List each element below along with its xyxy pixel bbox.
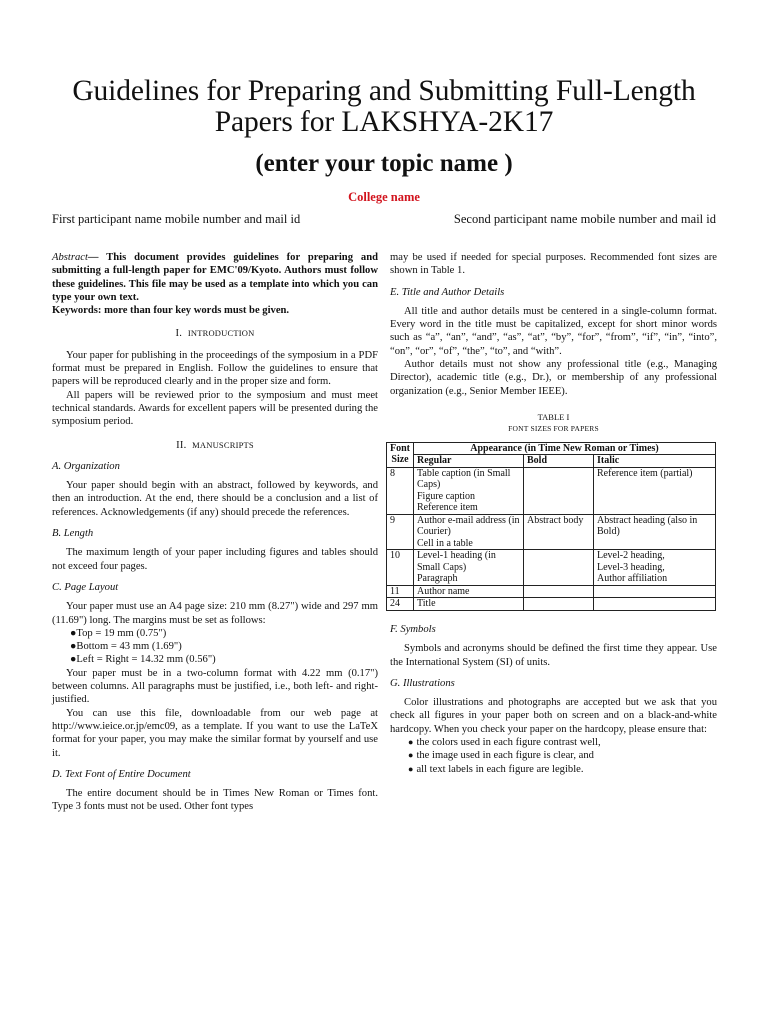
table-cell-italic — [594, 598, 716, 611]
section-heading-intro — [52, 327, 378, 340]
page-layout-text: Your paper must use an A4 page size: 210 mm (8.27") wide and 297 mm (11.69") long. The margins must be set as follows: — [52, 601, 378, 626]
table-caption — [390, 412, 717, 434]
table-cell-size: 24 — [387, 598, 414, 611]
participant-2: Second participant name mobile number and mail id — [453, 212, 716, 226]
subsection-title-author: E. Title and Author Details — [390, 286, 505, 298]
bullet-icon: ● — [70, 627, 77, 639]
intro-paragraph-2: All papers will be reviewed prior to the symposium and must meet technical standards. Awards for excellent papers will be presented during the symposium period. — [52, 389, 378, 428]
topic-name: (enter your topic name ) — [255, 150, 513, 177]
table-cell-italic: Level-2 heading, Level-3 heading, Author affiliation — [594, 550, 716, 586]
right-column — [390, 251, 717, 776]
keywords: Keywords: more than four key words must be given. — [52, 305, 290, 317]
table-cell-bold: Abstract body — [524, 514, 594, 550]
participant-1: First participant name mobile number and mail id — [52, 212, 301, 226]
paper-title — [0, 76, 768, 138]
table-row — [387, 514, 716, 550]
bullet-icon: ● — [70, 641, 77, 653]
table-header-font-size: Font Size — [387, 442, 414, 467]
table-cell-bold — [524, 467, 594, 514]
subsection-text-font: D. Text Font of Entire Document — [52, 768, 191, 780]
table-cell-size: 10 — [387, 550, 414, 586]
table-cell-italic: Abstract heading (also in Bold) — [594, 514, 716, 550]
page-layout-text-2: Your paper must be in a two-column format with 4.22 mm (0.17") between columns. All paragraphs must be justified, i.e., both left- and right-justified. — [52, 667, 378, 706]
table-header-appearance: Appearance (in Time New Roman or Times) — [414, 442, 716, 455]
subsection-organization: A. Organization — [52, 460, 120, 472]
table-row — [387, 467, 716, 514]
section-heading-manuscripts — [52, 439, 378, 452]
table-header-bold: Bold — [524, 455, 594, 468]
table-cell-bold — [524, 550, 594, 586]
title-author-text-2: Author details must not show any professional title (e.g., Managing Director), academic title (e.g., Dr.), or membership of any professional organization (e.g., Senior Member IEEE). — [390, 359, 717, 397]
college-name: College name — [348, 190, 420, 204]
font-size-table — [386, 442, 716, 611]
table-cell-regular: Author name — [414, 585, 524, 598]
table-label: TABLE I — [537, 411, 570, 422]
title-line-2: Papers for LAKSHYA-2K17 — [214, 106, 554, 138]
subsection-length: B. Length — [52, 528, 94, 540]
organization-text: Your paper should begin with an abstract, followed by keywords, and then an introduction. At the end, there should be a conclusion and a list of references. Acknowledgements (if any) should precede the references. — [52, 480, 378, 518]
page-layout-text-3: You can use this file, downloadable from our web page at http://www.ieice.or.jp/emc09, as a template. If you want to use the LaTeX format for your paper, you may make the similar format by yourself and use it. — [52, 707, 378, 759]
illustrations-text: Color illustrations and photographs are accepted but we ask that you check all figures in your paper both on screen and on a black-and-white hardcopy. When you check your paper on the hardcopy, please ensure that: — [390, 697, 717, 735]
table-cell-regular: Author e-mail address (in Courier) Cell in a table — [414, 514, 524, 550]
table-row — [387, 598, 716, 611]
text-font-text: The entire document should be in Times New Roman or Times font. Type 3 fonts must not be used. Other font types — [52, 788, 378, 813]
table-cell-regular: Title — [414, 598, 524, 611]
table-header-italic: Italic — [594, 455, 716, 468]
table-cell-size: 11 — [387, 585, 414, 598]
table-cell-italic — [594, 585, 716, 598]
table-cell-regular: Level-1 heading (in Small Caps) Paragraph — [414, 550, 524, 586]
table-cell-size: 8 — [387, 467, 414, 514]
table-cell-bold — [524, 598, 594, 611]
bullet-icon: ● — [408, 750, 414, 761]
subsection-illustrations: G. Illustrations — [390, 677, 455, 689]
abstract-label: Abstract — [52, 252, 88, 263]
bullet-item: ● the image used in each figure is clear, and — [408, 750, 594, 762]
section-num: II. — [176, 439, 187, 451]
title-author-text: All title and author details must be centered in a single-column format. Every word in the title must be capitalized, except for short minor words such as “a”, “an”, “and”, “as”, “at”, “by”, “for”, “from”, “if”, “in”, “into”, “on”, “or”, “of”, “the”, “to”, and “with”. — [390, 305, 717, 357]
bullet-icon: ● — [408, 737, 414, 748]
intro-paragraph-1: Your paper for publishing in the proceedings of the symposium in a PDF format must be prepared in English. Follow the guidelines to ensure that papers will be reproduced clearly and in the proper size and form. — [52, 349, 378, 388]
subsection-page-layout: C. Page Layout — [52, 581, 119, 593]
table-row — [387, 550, 716, 586]
section-num: I. — [175, 328, 183, 340]
table-cell-bold — [524, 585, 594, 598]
bullet-icon: ● — [70, 654, 77, 666]
title-line-1: Guidelines for Preparing and Submitting Full-Length — [72, 75, 696, 107]
left-column — [52, 251, 378, 814]
abstract-text: — This document provides guidelines for preparing and submitting a full-length paper for EMC'09/Kyoto. Authors must follow these guidelines. This file may be used as a template into which you can type your own text. — [52, 252, 378, 303]
bullet-item: ●Top = 19 mm (0.75") — [70, 627, 167, 639]
bullet-icon: ● — [408, 763, 414, 774]
bullet-item: ●Bottom = 43 mm (1.69") — [70, 641, 182, 653]
table-row — [387, 585, 716, 598]
table-title: FONT SIZES FOR PAPERS — [508, 423, 599, 433]
table-header-regular: Regular — [414, 455, 524, 468]
table-cell-size: 9 — [387, 514, 414, 550]
bullet-item: ● the colors used in each figure contrast well, — [408, 737, 601, 749]
table-cell-regular: Table caption (in Small Caps) Figure caption Reference item — [414, 467, 524, 514]
subsection-symbols: F. Symbols — [390, 623, 436, 635]
text-font-text-cont: may be used if needed for special purposes. Recommended font sizes are shown in Table 1. — [390, 252, 717, 277]
length-text: The maximum length of your paper including figures and tables should not exceed four pages. — [52, 547, 378, 572]
bullet-item: ●Left = Right = 14.32 mm (0.56") — [70, 654, 216, 666]
section-title: INTRODUCTION — [187, 328, 255, 339]
table-cell-italic: Reference item (partial) — [594, 467, 716, 514]
abstract — [52, 251, 378, 304]
symbols-text: Symbols and acronyms should be defined the first time they appear. Use the International System (SI) of units. — [390, 643, 717, 668]
bullet-item: ● all text labels in each figure are legible. — [408, 763, 584, 775]
section-title: MANUSCRIPTS — [192, 439, 254, 450]
